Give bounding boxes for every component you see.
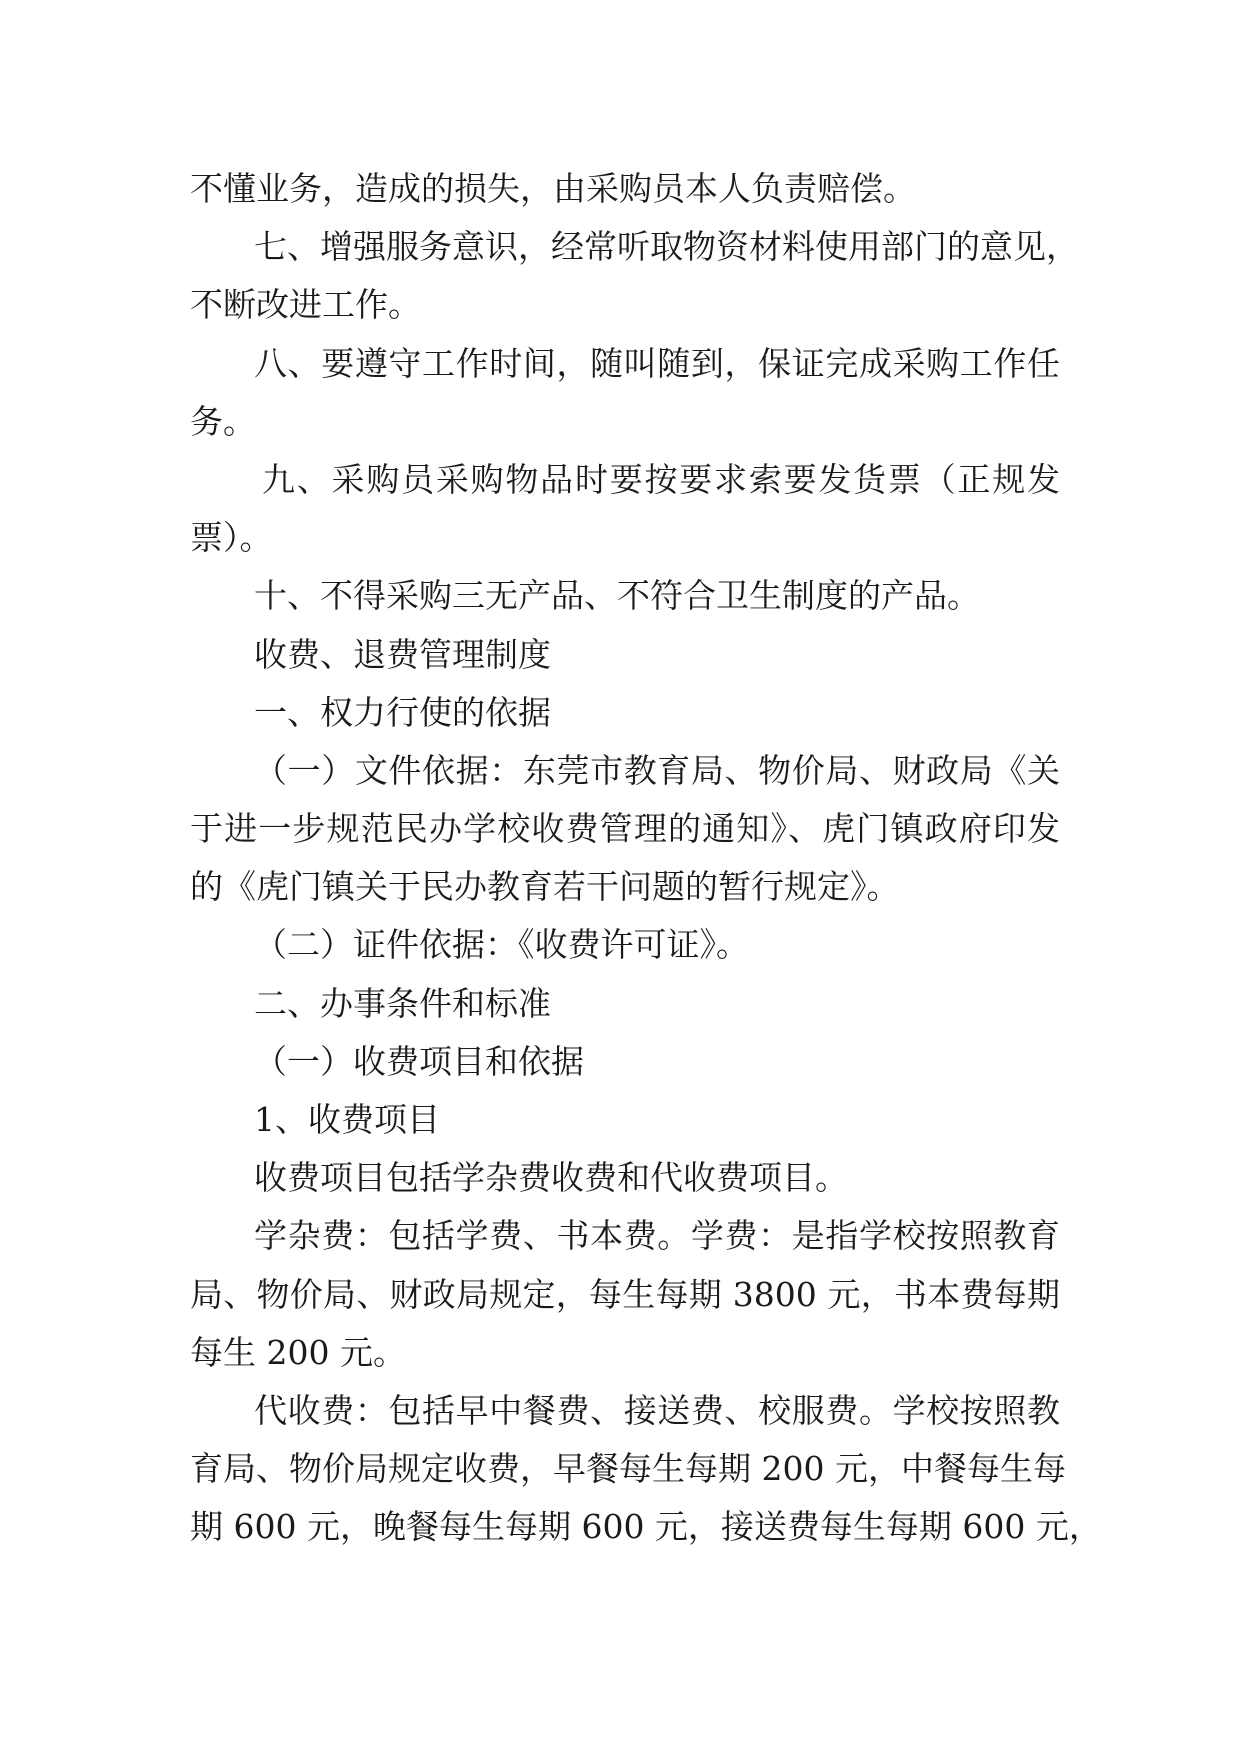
section-heading: （一）收费项目和依据 [254,1041,584,1081]
document-body [190,160,1102,1557]
paragraph-line: 局、物价局、财政局规定，每生每期 3800 元，书本费每期 [190,1274,1060,1314]
paragraph-line: 不断改进工作。 [190,285,421,325]
paragraph-line: 七、增强服务意识，经常听取物资材料使用部门的意见， [254,227,1079,267]
paragraph-line: （一）文件依据：东莞市教育局、物价局、财政局《关 [254,750,1060,790]
section-heading: 二、办事条件和标准 [254,983,551,1023]
paragraph-line: 育局、物价局规定收费，早餐每生每期 200 元，中餐每生每 [190,1449,1066,1489]
paragraph-line: 期 600 元，晚餐每生每期 600 元，接送费每生每期 600 元， [190,1507,1102,1547]
paragraph-line: 于进一步规范民办学校收费管理的通知》、虎门镇政府印发 [190,809,1060,849]
paragraph-line: 代收费：包括早中餐费、接送费、校服费。学校按照教 [254,1390,1060,1430]
paragraph-line: 收费项目包括学杂费收费和代收费项目。 [254,1158,848,1198]
paragraph-line: 不懂业务，造成的损失，由采购员本人负责赔偿。 [190,169,916,208]
paragraph-line: 八、要遵守工作时间，随叫随到，保证完成采购工作任 [254,343,1060,383]
paragraph-line: 务。 [190,401,256,441]
section-heading: 一、权力行使的依据 [254,692,551,732]
paragraph-line: 学杂费：包括学费、书本费。学费：是指学校按照教育 [254,1216,1060,1256]
section-heading: 收费、退费管理制度 [254,634,551,674]
paragraph-line: 每生 200 元。 [190,1332,406,1372]
paragraph-line: （二）证件依据：《收费许可证》。 [254,925,749,965]
section-heading: 1、收费项目 [254,1100,440,1139]
paragraph-line: 十、不得采购三无产品、不符合卫生制度的产品。 [254,576,980,616]
paragraph-line: 九、采购员采购物品时要按要求索要发货票（正规发 [262,459,1060,499]
paragraph-line: 的《虎门镇关于民办教育若干问题的暂行规定》。 [190,867,900,907]
paragraph-line: 票）。 [190,518,273,558]
